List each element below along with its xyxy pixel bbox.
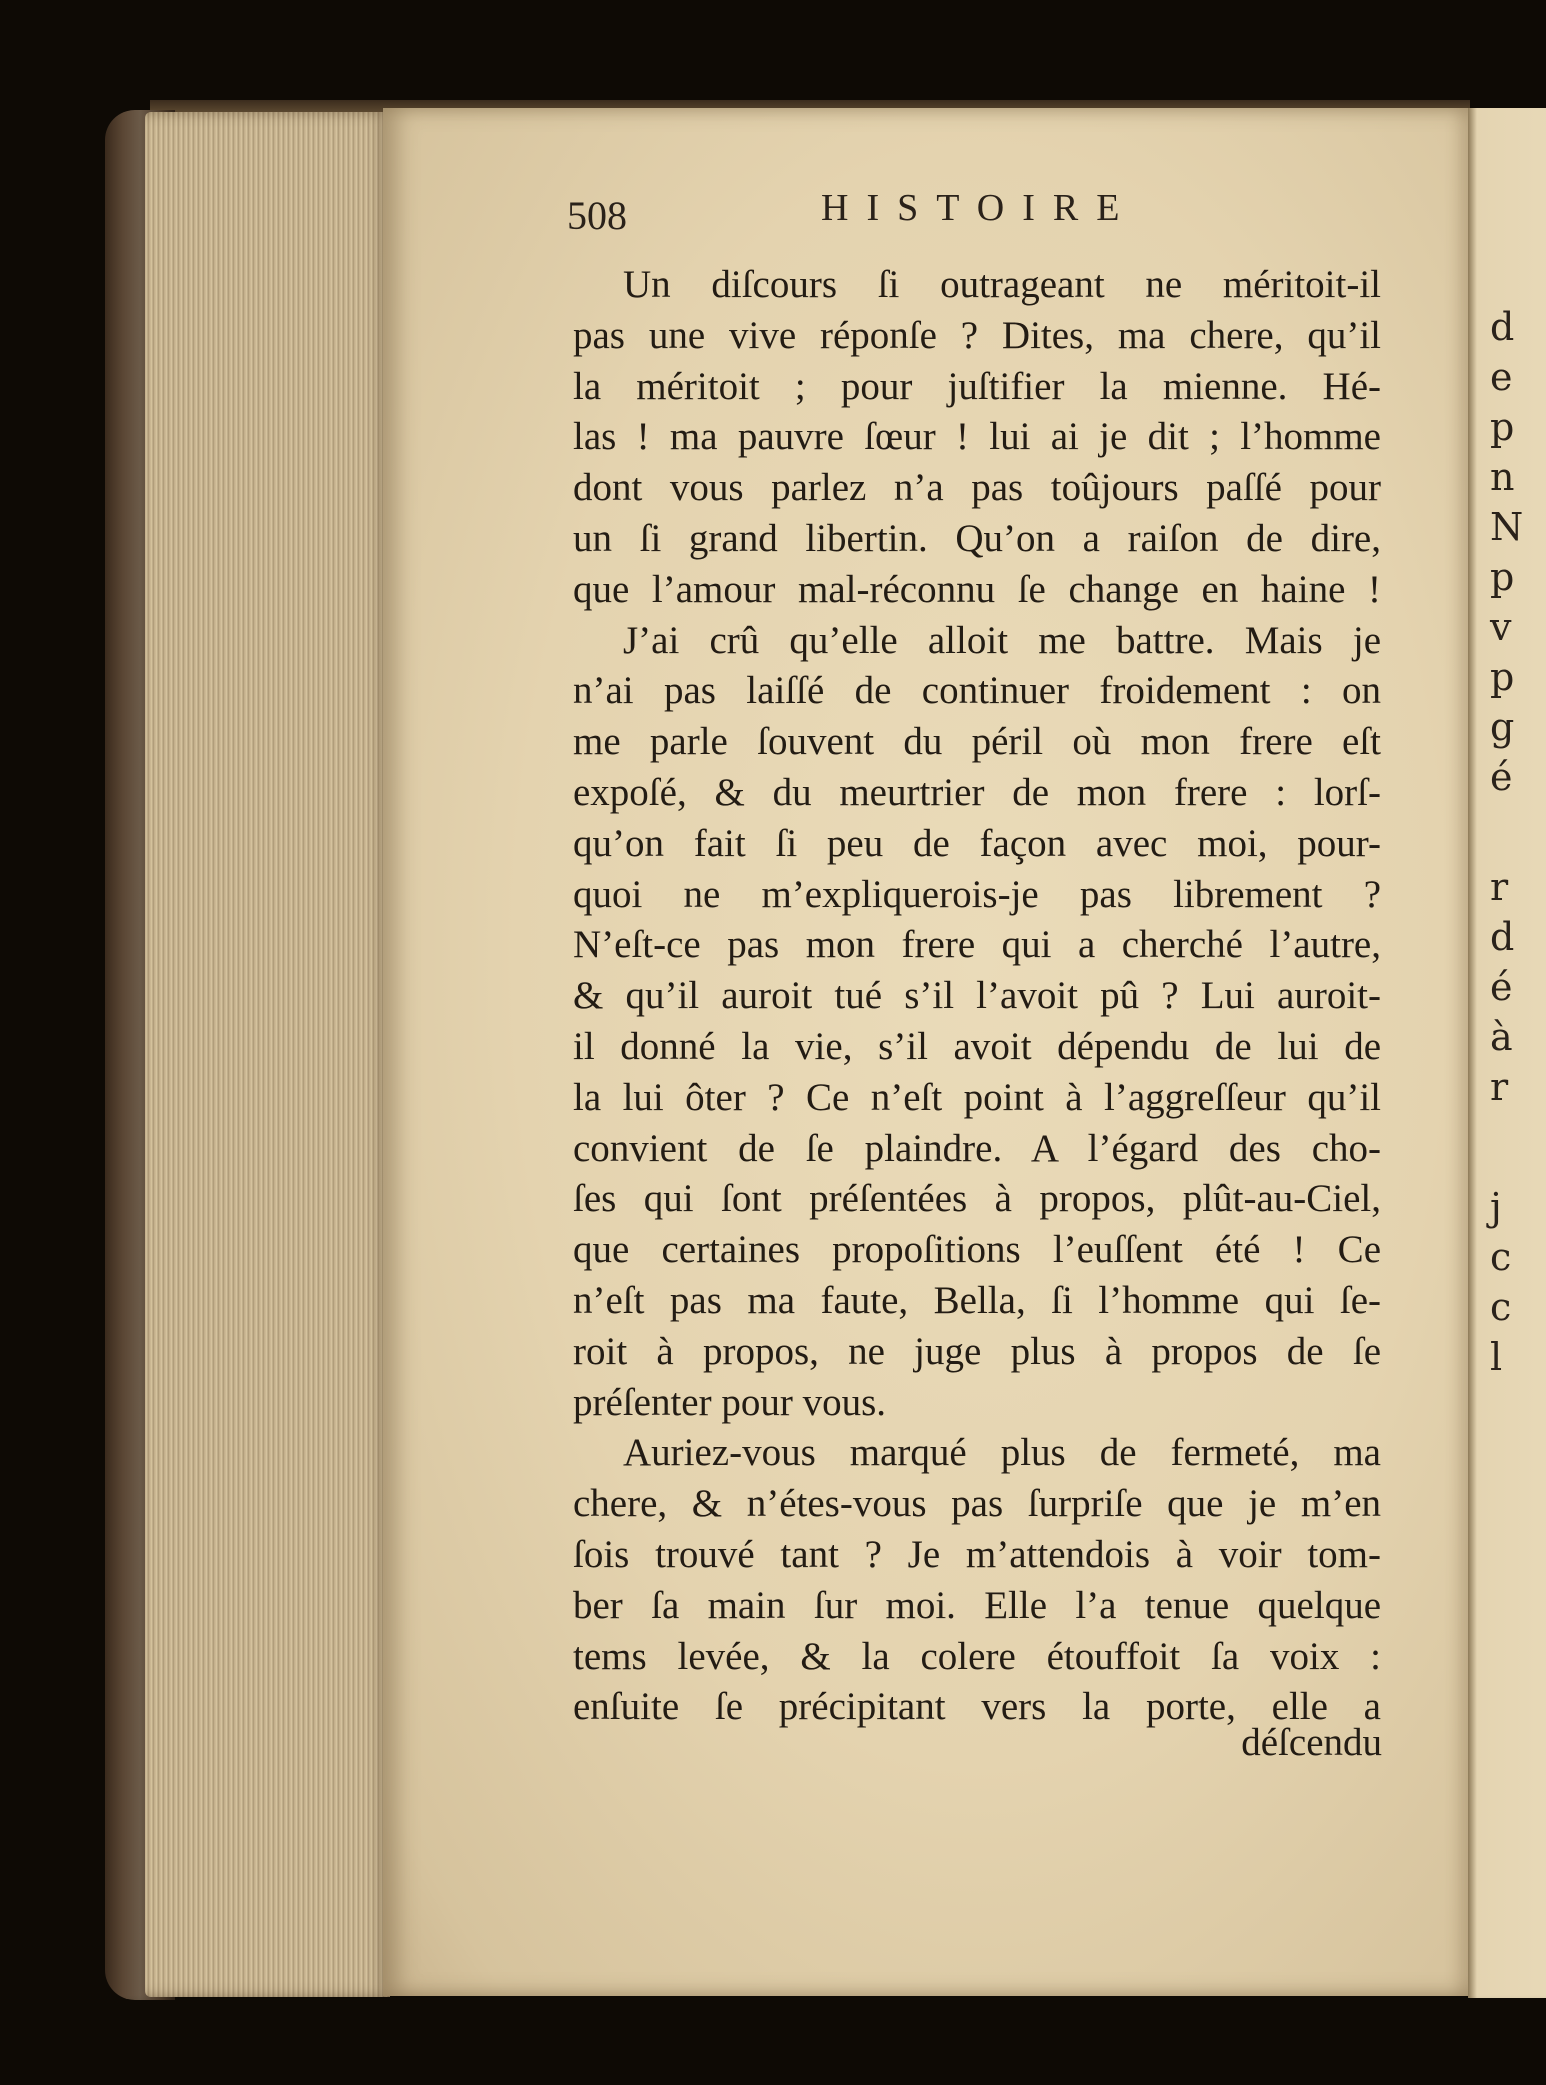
- text-line: il donné la vie, s’il avoit dépendu de lui de: [573, 1024, 1381, 1068]
- page-edges-stack: [145, 112, 390, 1997]
- text-line: quoi ne m’expliquerois-je pas librement ?: [573, 872, 1381, 916]
- text-line: roit à propos, ne juge plus à propos de ſe: [573, 1329, 1381, 1373]
- text-line: la méritoit ; pour juſtifier la mienne. Hé-: [573, 364, 1381, 408]
- text-line: tems levée, & la colere étouffoit ſa voix :: [573, 1634, 1381, 1678]
- facing-page-fragment: l: [1490, 1335, 1503, 1379]
- text-line: qu’on fait ſi peu de façon avec moi, pour-: [573, 821, 1381, 865]
- text-line: me parle ſouvent du péril où mon frere eſt: [573, 720, 1381, 764]
- text-line: préſenter pour vous.: [573, 1380, 886, 1424]
- facing-page-fragment: j: [1490, 1185, 1502, 1229]
- page-number: 508: [567, 193, 627, 238]
- facing-page-fragment: g: [1490, 705, 1515, 749]
- facing-page-fragment: p: [1490, 555, 1515, 599]
- facing-page-fragment: n: [1490, 455, 1515, 499]
- facing-page-fragment: N: [1490, 505, 1524, 549]
- text-line: expoſé, & du meurtrier de mon frere : lorſ-: [573, 770, 1381, 814]
- text-line: pas une vive réponſe ? Dites, ma chere, qu’il: [573, 313, 1381, 357]
- bottom-shadow: [0, 1995, 1546, 2085]
- facing-page-fragment: e: [1490, 355, 1513, 399]
- catchword: déſcendu: [1241, 1721, 1382, 1764]
- facing-page-fragment: d: [1490, 915, 1515, 959]
- facing-page-fragment: à: [1490, 1015, 1513, 1059]
- text-line: que certaines propoſitions l’euſſent été ! Ce: [573, 1228, 1381, 1272]
- page-body-text: [573, 260, 1381, 1733]
- facing-page-fragment: p: [1490, 655, 1515, 699]
- facing-page-edge: [1468, 108, 1546, 1998]
- text-line: J’ai crû qu’elle alloit me battre. Mais je: [623, 618, 1381, 662]
- running-head: HISTOIRE: [821, 187, 1138, 229]
- text-line: convient de ſe plaindre. A l’égard des cho-: [573, 1126, 1381, 1170]
- text-line: que l’amour mal-réconnu ſe change en haine !: [573, 567, 1381, 611]
- text-line: ſois trouvé tant ? Je m’attendois à voir tom-: [573, 1532, 1381, 1576]
- facing-page-fragment: c: [1490, 1235, 1512, 1279]
- text-line: n’ai pas laiſſé de continuer froidement : on: [573, 669, 1381, 713]
- facing-page-fragment: p: [1490, 405, 1515, 449]
- facing-page-fragment: d: [1490, 305, 1515, 349]
- text-line: las ! ma pauvre ſœur ! lui ai je dit ; l’homme: [573, 415, 1381, 459]
- facing-page-fragment: é: [1490, 965, 1513, 1009]
- text-line: un ſi grand libertin. Qu’on a raiſon de dire,: [573, 516, 1381, 560]
- text-line: & qu’il auroit tué s’il l’avoit pû ? Lui auroit-: [573, 974, 1381, 1018]
- text-line: chere, & n’étes-vous pas ſurpriſe que je m’en: [573, 1482, 1381, 1526]
- book-page: [383, 108, 1468, 1996]
- facing-page-fragment: r: [1490, 1065, 1509, 1109]
- facing-page-fragment: c: [1490, 1285, 1512, 1329]
- text-line: ſes qui ſont préſentées à propos, plût-au-Ciel,: [573, 1177, 1381, 1221]
- text-line: n’eſt pas ma faute, Bella, ſi l’homme qui ſe-: [573, 1278, 1381, 1322]
- text-line: N’eſt-ce pas mon frere qui a cherché l’autre,: [573, 923, 1381, 967]
- text-line: Auriez-vous marqué plus de fermeté, ma: [623, 1431, 1381, 1475]
- text-line: la lui ôter ? Ce n’eſt point à l’aggreſſeur qu’il: [573, 1075, 1381, 1119]
- facing-page-fragment: r: [1490, 865, 1509, 909]
- text-line: dont vous parlez n’a pas toûjours paſſé pour: [573, 466, 1381, 510]
- text-line: Un diſcours ſi outrageant ne méritoit-il: [623, 263, 1381, 306]
- text-line: enſuite ſe précipitant vers la porte, elle a: [573, 1685, 1381, 1729]
- facing-page-fragment: é: [1490, 755, 1513, 799]
- text-line: ber ſa main ſur moi. Elle l’a tenue quelque: [573, 1583, 1381, 1627]
- facing-page-fragment: v: [1490, 605, 1512, 649]
